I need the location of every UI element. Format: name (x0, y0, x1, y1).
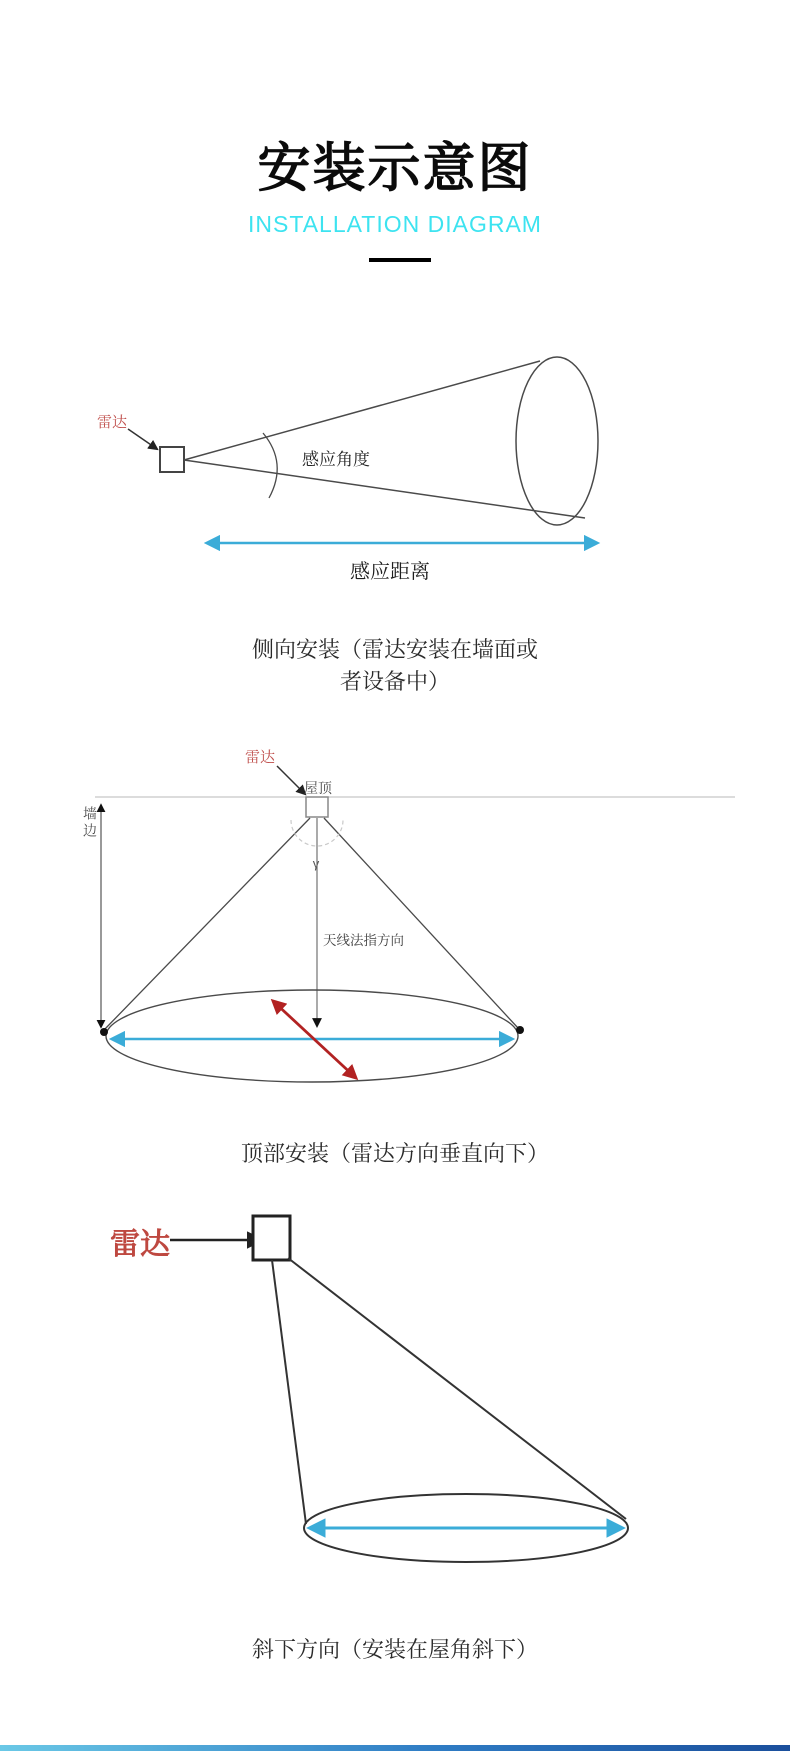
beam-cone-upper-line (184, 361, 540, 460)
coverage-right-point (516, 1026, 524, 1034)
radar-label: 雷达 (244, 749, 276, 766)
beam-cone-right-line (288, 1258, 626, 1519)
tilt-mount-diagram (80, 1200, 700, 1590)
roof-label: 屋顶 (304, 780, 332, 796)
footer-accent-bar (0, 1745, 790, 1751)
sensing-angle-label: 感应角度 (302, 450, 370, 469)
page-subtitle: INSTALLATION DIAGRAM (248, 211, 542, 237)
radar-device-box (160, 447, 184, 472)
sensing-distance-label: 感应距离 (350, 561, 430, 583)
radar-label: 雷达 (110, 1228, 170, 1261)
beam-cone-left-line (272, 1260, 306, 1524)
beam-angle-symbol: γ (312, 856, 320, 871)
beam-cone-left-line (104, 818, 310, 1030)
antenna-direction-label: 天线法指方向 (323, 933, 404, 948)
side-mount-caption-line2: 者设备中） (339, 669, 450, 694)
radar-pointer-arrow (277, 766, 305, 794)
beam-cone-lower-line (184, 460, 585, 518)
tilt-mount-caption: 斜下方向（安装在屋角斜下） (251, 1637, 538, 1662)
page-title: 安装示意图 (257, 139, 533, 198)
wall-edge-label: 墙边 (82, 806, 98, 840)
side-mount-diagram (60, 330, 660, 610)
coverage-left-point (100, 1028, 108, 1036)
side-mount-caption-line1: 侧向安装（雷达安装在墙面或 (251, 637, 538, 662)
radar-device-box (253, 1216, 290, 1260)
radar-pointer-arrow (128, 429, 157, 449)
top-mount-caption: 顶部安装（雷达方向垂直向下） (240, 1141, 549, 1166)
radar-device-box (306, 797, 328, 817)
title-divider (369, 258, 431, 262)
top-mount-diagram (60, 730, 760, 1110)
sensing-angle-arc (263, 433, 277, 498)
beam-cone-opening-ellipse (516, 357, 598, 525)
side-mount-caption (0, 634, 790, 698)
radar-label: 雷达 (96, 414, 128, 431)
